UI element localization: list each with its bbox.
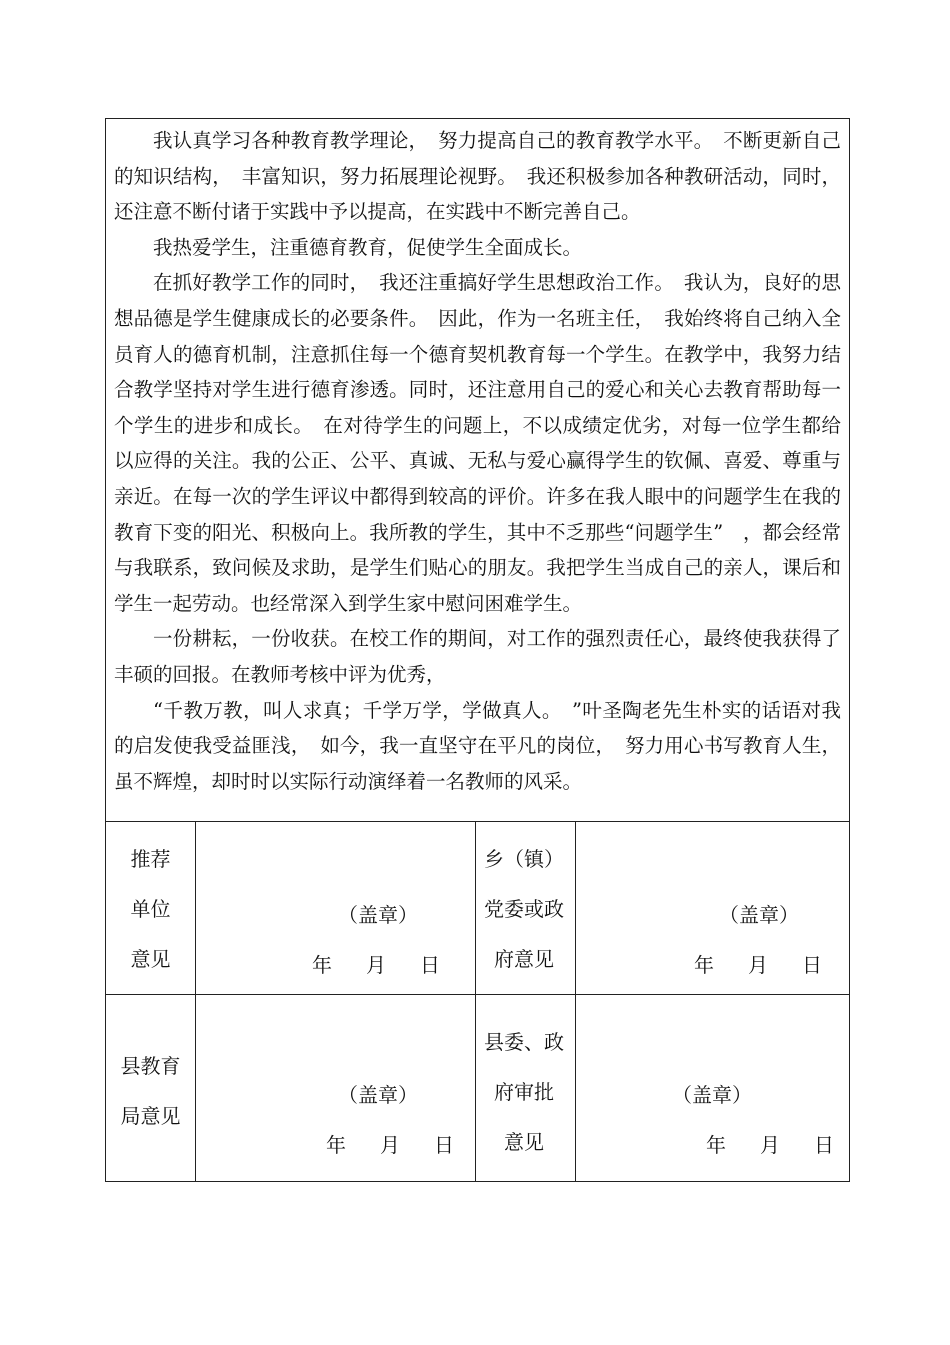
- township-seal: （盖章）: [719, 903, 799, 927]
- paragraph-1: 我认真学习各种教育教学理论， 努力提高自己的教育教学水平。 不断更新自己的知识结构， 丰富知识，努力拓展理论视野。 我还积极参加各种教研活动，同时，还注意不断付诸于实践中予以提高，在实践中不断完善自己。: [114, 129, 841, 224]
- county-edu-label: 县教育 局意见: [120, 1054, 181, 1128]
- county-gov-seal: （盖章）: [672, 1083, 752, 1107]
- divider-narrative: [106, 821, 849, 822]
- paragraph-3: 在抓好教学工作的同时， 我还注重搞好学生思想政治工作。 我认为，良好的思想品德是学生健康成长的必要条件。 因此，作为一名班主任， 我始终将自己纳入全员育人的德育机制，注意抓住每一个德育契机教育每一个学生。在教学中，我努力结合教学坚持对学生进行德育渗透。同时，还注意用自己的爱心和关心去教育帮助每一个学生的进步和成长。 在对待学生的问题上，不以成绩定优劣，对每一位学生都给以应得的关注。我的公正、公平、真诚、无私与爱心赢得学生的钦佩、喜爱、尊重与亲近。在每一次的学生评议中都得到较高的评价。许多在我人眼中的问题学生在我的教育下变的阳光、积极向上。我所教的学生，其中不乏那些“问题学生” ，都会经常与我联系，致问候及求助，是学生们贴心的朋友。我把学生当成自己的亲人，课后和学生一起劳动。也经常深入到学生家中慰问困难学生。: [114, 271, 841, 615]
- paragraph-2: 我热爱学生，注重德育教育，促使学生全面成长。: [153, 235, 583, 259]
- paragraph-5: “千教万教，叫人求真；千学万学，学做真人。 ”叶圣陶老先生朴实的话语对我的启发使我受益匪浅， 如今，我一直坚守在平凡的岗位， 努力用心书写教育人生，虽不辉煌，却时时以实际行动演绎着一名教师的风采。: [114, 698, 841, 793]
- county-edu-seal: （盖章）: [338, 1083, 418, 1107]
- recommend-unit-seal: （盖章）: [338, 903, 418, 927]
- divider-row: [106, 994, 849, 995]
- township-date: 年 月 日: [694, 953, 822, 977]
- county-gov-date: 年 月 日: [706, 1133, 834, 1157]
- county-gov-label: 县委、政 府审批 意见: [484, 1030, 564, 1154]
- divider-col-2: [475, 821, 476, 1181]
- divider-col-1: [195, 821, 196, 1181]
- paragraph-4: 一份耕耘，一份收获。在校工作的期间，对工作的强烈责任心，最终使我获得了丰硕的回报。在教师考核中评为优秀，: [114, 627, 841, 686]
- divider-col-3: [575, 821, 576, 1181]
- township-label: 乡（镇） 党委或政 府意见: [484, 847, 564, 971]
- narrative-section: [106, 119, 849, 822]
- recommend-unit-label: 推荐 单位 意见: [130, 847, 171, 971]
- application-form: [105, 118, 850, 1182]
- county-edu-date: 年 月 日: [326, 1133, 454, 1157]
- recommend-unit-date: 年 月 日: [312, 953, 440, 977]
